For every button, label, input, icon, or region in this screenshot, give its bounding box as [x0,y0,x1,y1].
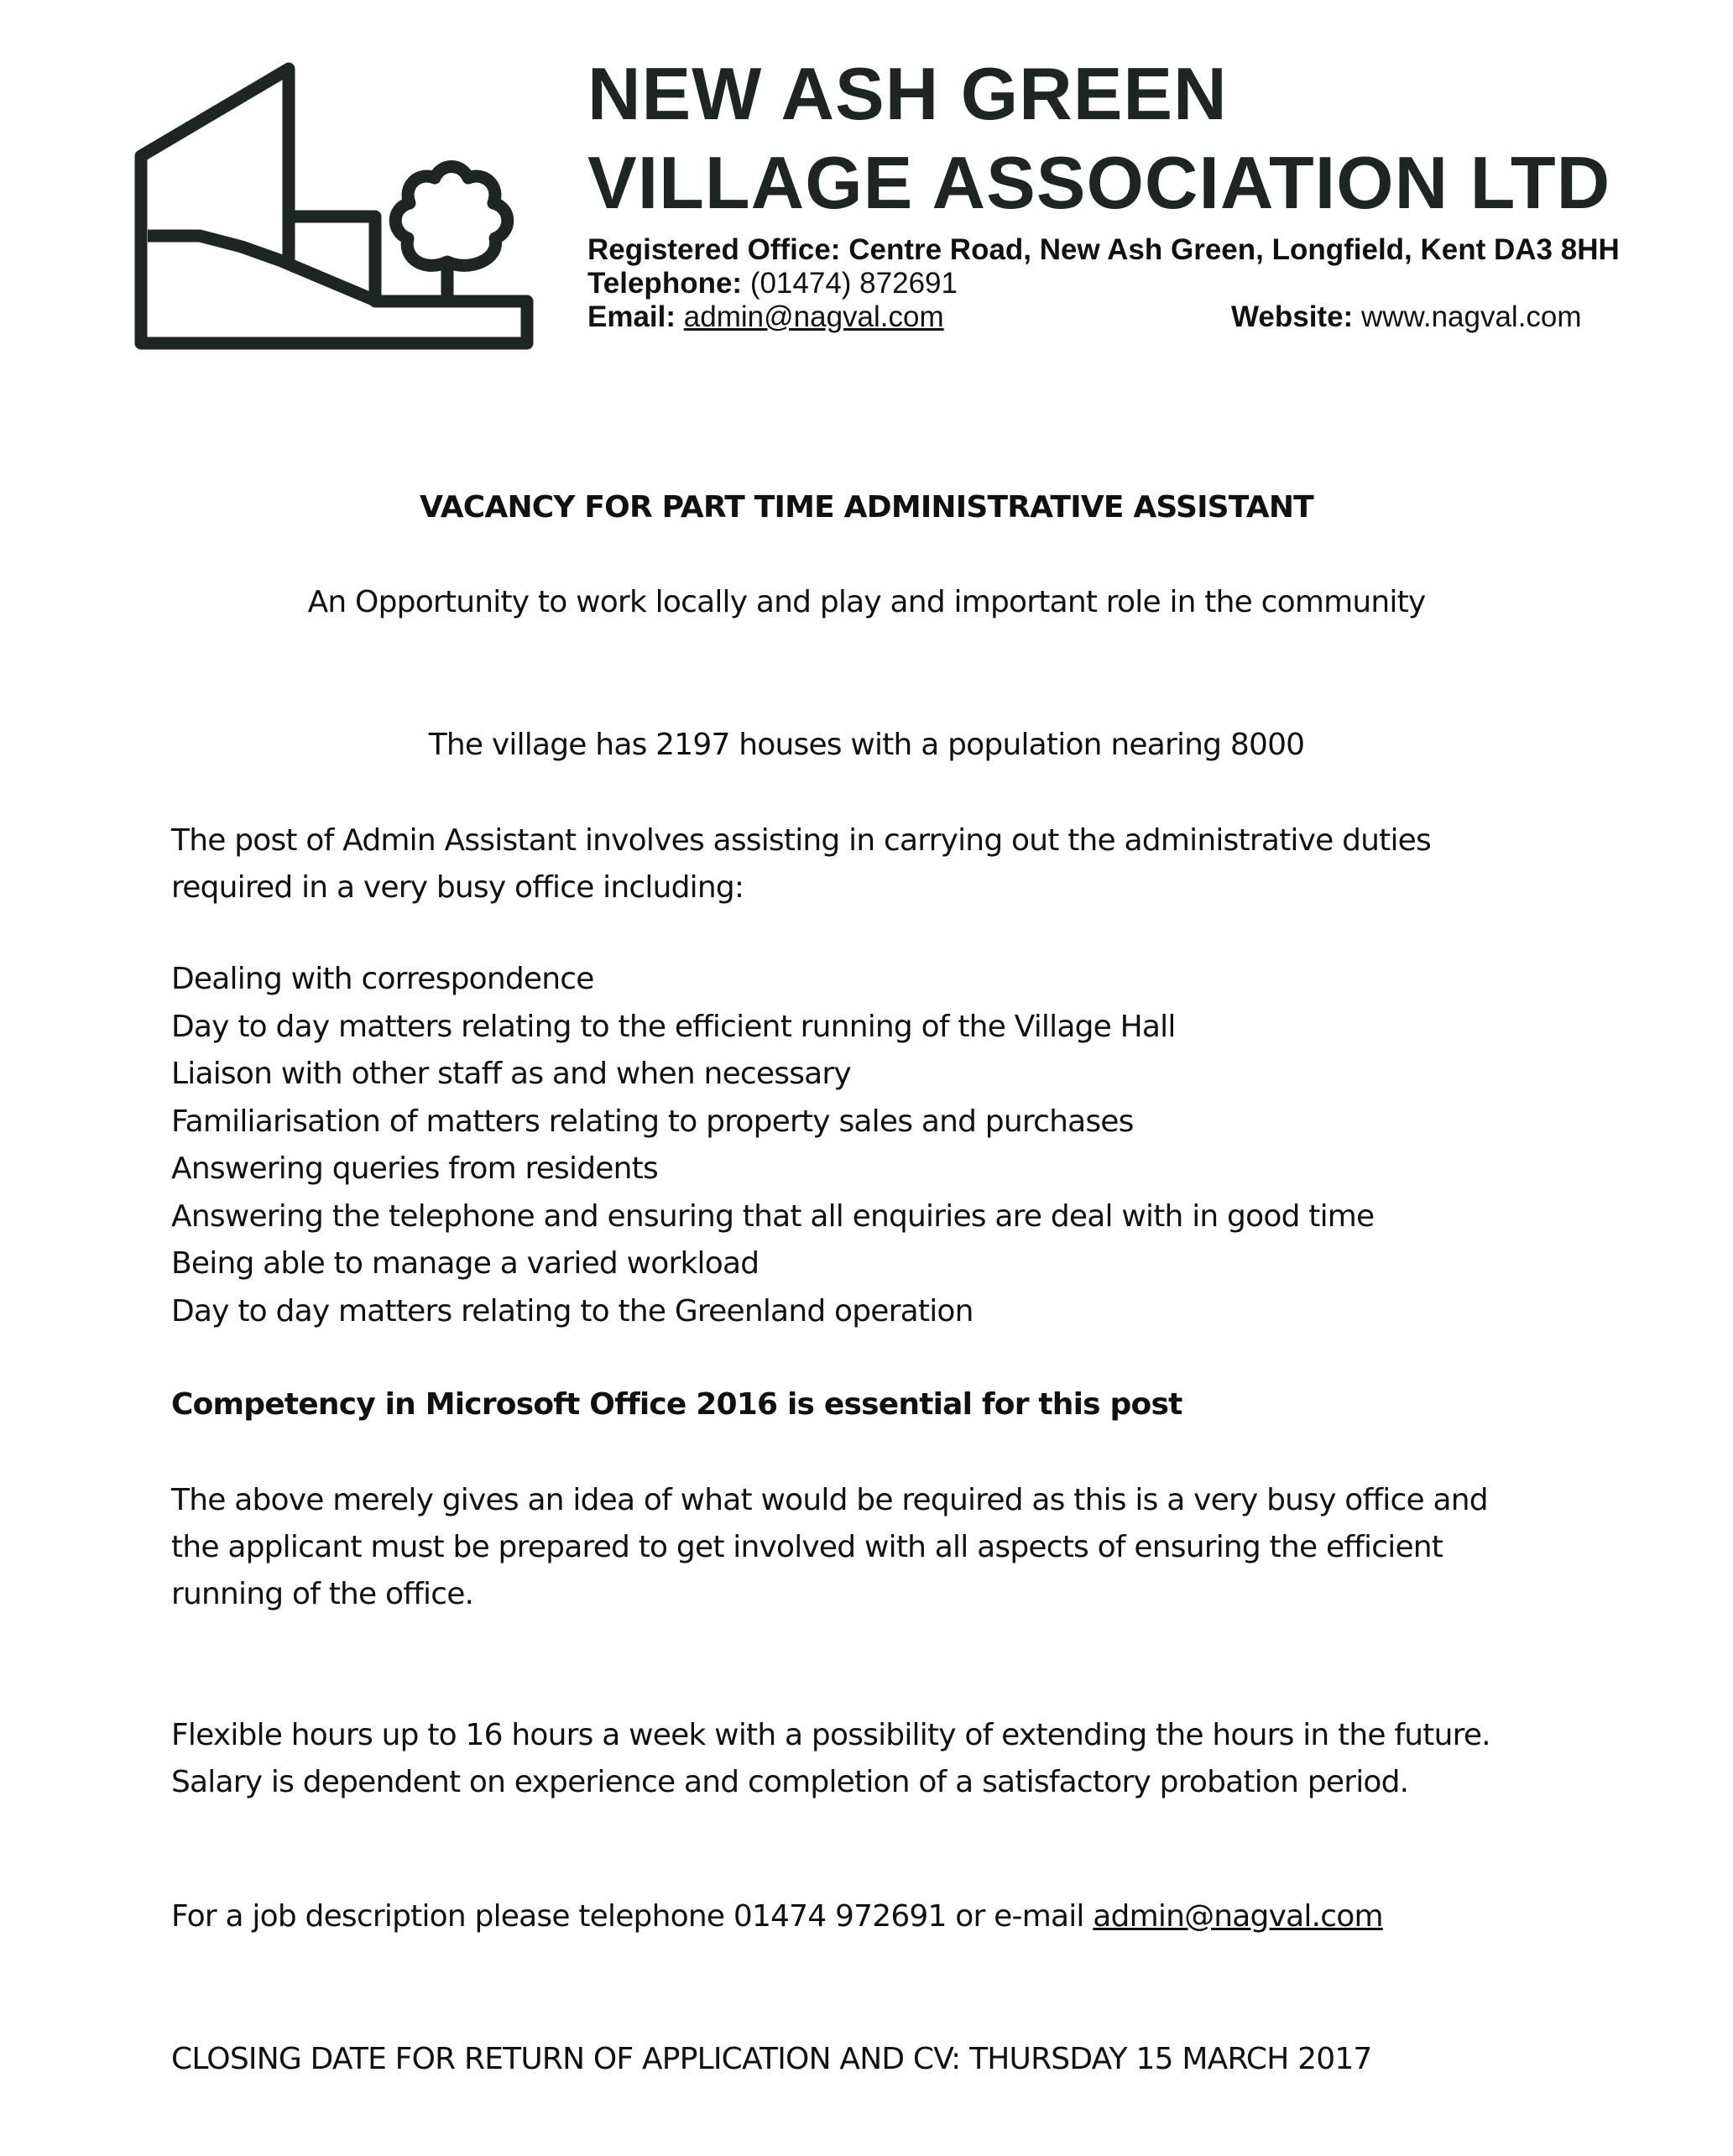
duty-item: Day to day matters relating to the efficient running of the Village Hall [171,1009,1176,1044]
telephone-value: (01474) 872691 [749,267,958,300]
telephone [587,267,958,300]
contact-line [171,1893,1383,1940]
registered-office-label: Registered Office: [587,233,841,266]
intro-line-2: required in a very busy office including: [171,870,744,905]
website [1231,300,1582,334]
duty-item: Day to day matters relating to the Greenland operation [171,1293,974,1329]
organization-name-line1: NEW ASH GREEN [587,52,1228,135]
website-value: www.nagval.com [1360,300,1582,333]
duty-item: Being able to manage a varied workload [171,1246,759,1281]
website-label: Website: [1231,300,1354,333]
email [587,300,944,334]
village-fact: The village has 2197 houses with a population nearing 8000 [428,728,1305,762]
duty-item: Answering the telephone and ensuring that all enquiries are deal with in good time [171,1198,1375,1234]
scope-line-3: running of the office. [171,1577,474,1611]
closing-date: CLOSING DATE FOR RETURN OF APPLICATION AND CV: THURSDAY 15 MARCH 2017 [171,2042,1372,2076]
requirement-statement: Competency in Microsoft Office 2016 is essential for this post [171,1387,1182,1422]
hours-line-2: Salary is dependent on experience and completion of a satisfactory probation period. [171,1765,1409,1799]
email-link[interactable]: admin@nagval.com [683,300,944,333]
scope-line-1: The above merely gives an idea of what would be required as this is a very busy office and [171,1483,1488,1517]
contact-text: For a job description please telephone 01474 972691 or e-mail [171,1899,1094,1934]
duty-item: Dealing with correspondence [171,962,594,996]
contact-email-link[interactable]: admin@nagval.com [1093,1899,1383,1934]
registered-office-value: Centre Road, New Ash Green, Longfield, Kent DA3 8HH [848,233,1620,266]
telephone-label: Telephone: [587,267,743,300]
organization-name-line2: VILLAGE ASSOCIATION LTD [587,141,1611,224]
duty-item: Answering queries from residents [171,1151,658,1186]
intro-line-1: The post of Admin Assistant involves assisting in carrying out the administrative duties [171,823,1431,858]
vacancy-subtitle: An Opportunity to work locally and play and important role in the community [307,585,1426,619]
email-label: Email: [587,300,676,333]
village-logo-icon [133,52,537,351]
vacancy-title: VACANCY FOR PART TIME ADMINISTRATIVE ASSISTANT [420,490,1313,525]
duty-item: Familiarisation of matters relating to property sales and purchases [171,1104,1134,1139]
hours-line-1: Flexible hours up to 16 hours a week with a possibility of extending the hours in the future. [171,1718,1490,1752]
scope-line-2: the applicant must be prepared to get involved with all aspects of ensuring the efficient [171,1530,1443,1564]
duties-list [171,956,1374,1335]
duty-item: Liaison with other staff as and when necessary [171,1057,851,1091]
registered-office [587,233,1620,267]
